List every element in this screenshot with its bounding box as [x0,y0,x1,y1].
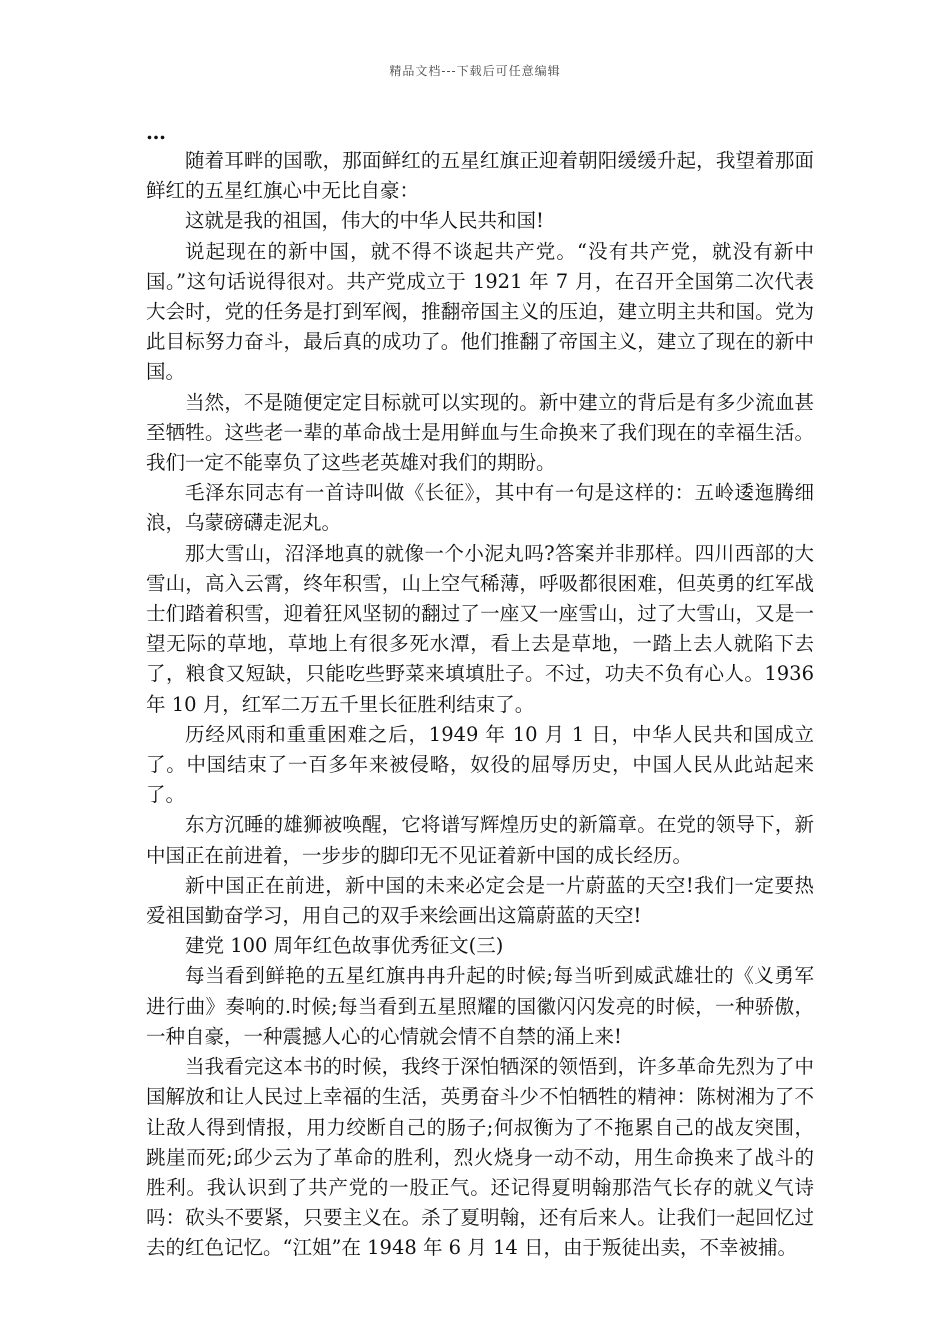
leading-ellipsis: … [146,120,166,144]
document-body [146,146,821,1264]
paragraph: 东方沉睡的雄狮被唤醒，它将谱写辉煌历史的新篇章。在党的领导下，新中国正在前进着，一步步的脚印无不见证着新中国的成长经历。 [146,813,814,867]
paragraph: 那大雪山，沼泽地真的就像一个小泥丸吗?答案并非那样。四川西部的大雪山，高入云霄，终年积雪，山上空气稀薄，呼吸都很困难，但英勇的红军战士们踏着积雪，迎着狂风坚韧的翻过了一座又一座雪山，过了大雪山，又是一望无际的草地，草地上有很多死水潭，看上去是草地，一踏上去人就陷下去了，粮食又短缺，只能吃些野菜来填填肚子。不过，功夫不负有心人。1936 年 10 月，红军二万五千里长征胜利结束了。 [146,541,821,716]
paragraph: 这就是我的祖国，伟大的中华人民共和国! [185,209,544,233]
paragraph: 当然，不是随便定定目标就可以实现的。新中建立的背后是有多少流血甚至牺牲。这些老一辈的革命战士是用鲜血与生命换来了我们现在的幸福生活。我们一定不能辜负了这些老英雄对我们的期盼。 [146,390,814,475]
section-title: 建党 100 周年红色故事优秀征文(三) [185,934,504,958]
paragraph: 每当看到鲜艳的五星红旗冉冉升起的时候;每当听到威武雄壮的《义勇军进行曲》奏响的.时候;每当看到五星照耀的国徽闪闪发亮的时候，一种骄傲，一种自豪，一种震撼人心的心情就会情不自禁的涌上来! [146,964,814,1048]
paragraph: 说起现在的新中国，就不得不谈起共产党。“没有共产党，就没有新中国。”这句话说得很对。共产党成立于 1921 年 7 月，在召开全国第二次代表大会时，党的任务是打到军阀，推翻帝国主义的压迫，建立明主共和国。党为此目标努力奋斗，最后真的成功了。他们推翻了帝国主义，建立了现在的新中国。 [146,239,814,384]
paragraph: 毛泽东同志有一首诗叫做《长征》，其中有一句是这样的：五岭逶迤腾细浪，乌蒙磅礴走泥丸。 [146,481,814,535]
paragraph: 当我看完这本书的时候，我终于深怕牺深的领悟到，许多革命先烈为了中国解放和让人民过上幸福的生活，英勇奋斗少不怕牺牲的精神：陈树湘为了不让敌人得到情报，用力绞断自己的肠子;何叔衡为了不拖累自己的战友突围，跳崖而死;邱少云为了革命的胜利，烈火烧身一动不动，用生命换来了战斗的胜利。我认识到了共产党的一股正气。还记得夏明翰那浩气长存的就义气诗吗：砍头不要紧，只要主义在。杀了夏明翰，还有后来人。让我们一起回忆过去的红色记忆。“江姐”在 1948 年 6 月 14 日，由于叛徒出卖，不幸被捕。 [146,1055,814,1260]
page-header: 精品文档---下载后可任意编辑 [389,64,561,78]
paragraph: 历经风雨和重重困难之后，1949 年 10 月 1 日，中华人民共和国成立了。中国结束了一百多年来被侵略，奴役的屈辱历史，中国人民从此站起来了。 [146,722,814,807]
paragraph: 新中国正在前进，新中国的未来必定会是一片蔚蓝的天空!我们一定要热爱祖国勤奋学习，用自己的双手来绘画出这篇蔚蓝的天空! [146,873,814,928]
paragraph: 随着耳畔的国歌，那面鲜红的五星红旗正迎着朝阳缓缓升起，我望着那面鲜红的五星红旗心中无比自豪： [146,149,814,203]
